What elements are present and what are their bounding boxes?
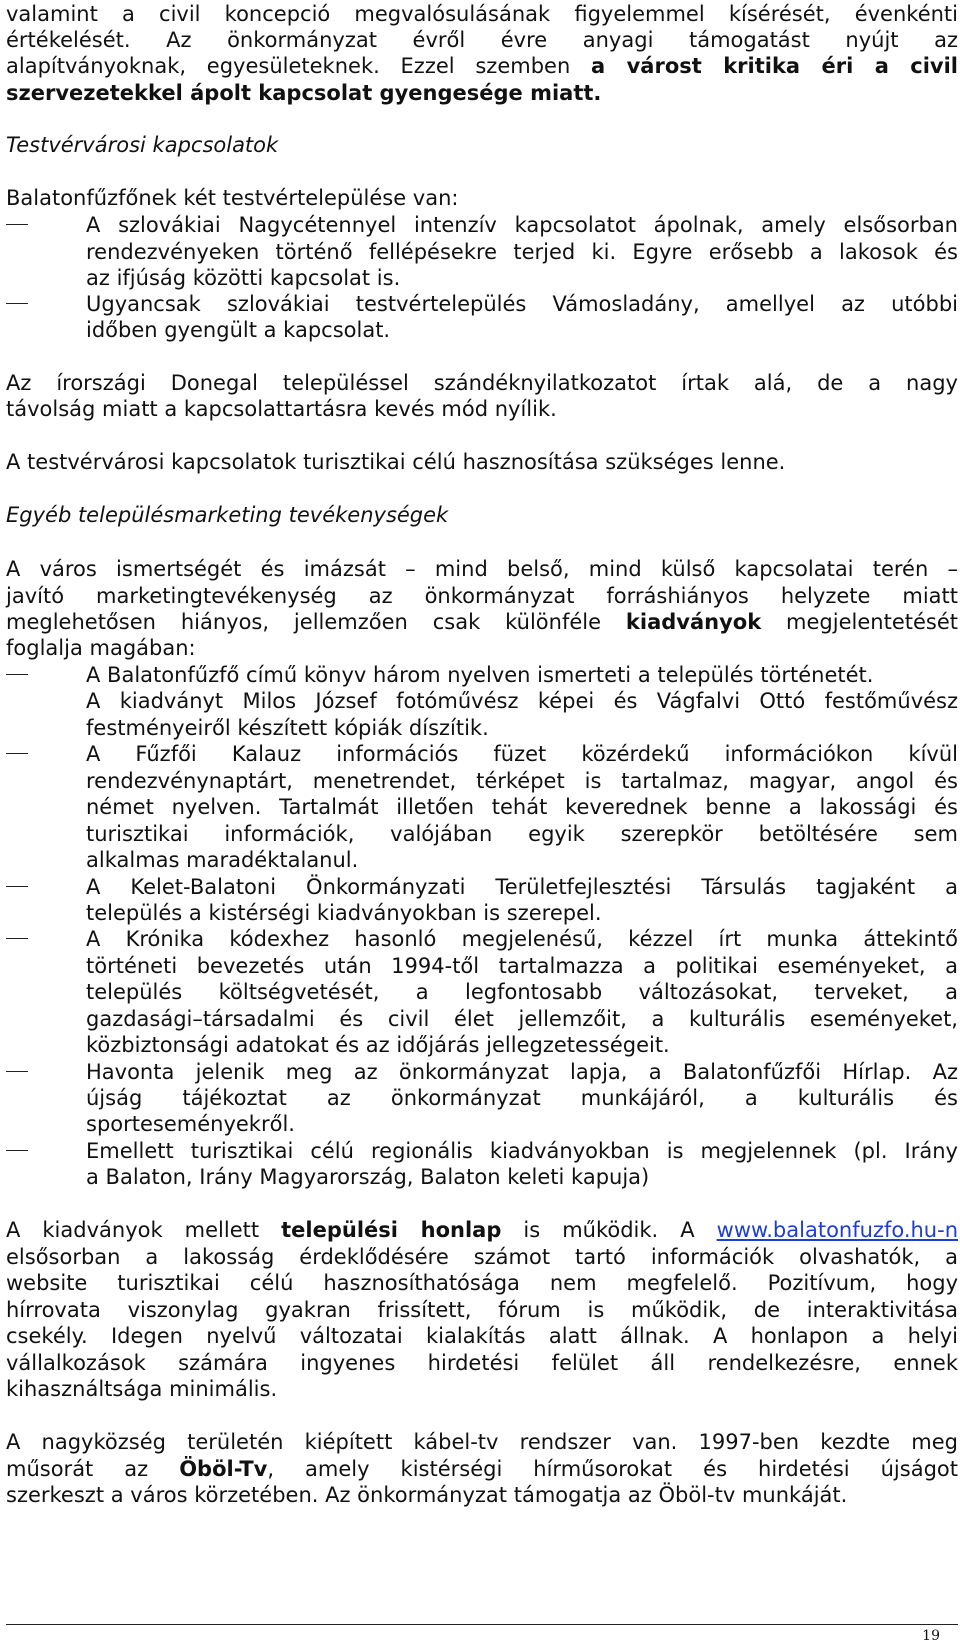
- bullet-line: A Balatonfűzfő című könyv három nyelven ismerteti a település történetét.: [86, 663, 874, 687]
- para-line: A város ismertségét és imázsát – mind belső, mind külső kapcsolatai terén –: [6, 557, 958, 581]
- bold-text: települési honlap: [281, 1218, 502, 1242]
- bullet-line: német nyelven. Tartalmát illetően tehát keverednek benne a lakossági és: [86, 795, 958, 819]
- bullet-line: Ugyancsak szlovákiai testvértelepülés Vámosladány, amellyel az utóbbi: [86, 292, 958, 316]
- bullet-line: A szlovákiai Nagycétennyel intenzív kapcsolatot ápolnak, amely elsősorban: [86, 213, 958, 237]
- bullet-line: újság tájékoztat az önkormányzat munkájáról, a kulturális és: [86, 1086, 958, 1110]
- footer-divider: [6, 1624, 958, 1625]
- para-line: szervezetekkel ápolt kapcsolat gyengesége miatt.: [6, 81, 602, 105]
- text-span: , amely kistérségi hírműsorokat és hirdetési újságot: [267, 1457, 958, 1481]
- bullet-line: időben gyengült a kapcsolat.: [86, 318, 391, 342]
- text-span: alapítványoknak, egyesületeknek. Ezzel szemben: [6, 54, 592, 78]
- para-line: A testvérvárosi kapcsolatok turisztikai célú hasznosítása szükséges lenne.: [6, 450, 786, 474]
- website-link[interactable]: www.balatonfuzfo.hu-n: [716, 1218, 959, 1242]
- bullet-dash-icon: [6, 224, 28, 225]
- para-line: valamint a civil koncepció megvalósulásának figyelemmel kísérését, évenkénti: [6, 2, 958, 26]
- bullet-dash-icon: [6, 1071, 28, 1072]
- bullet-dash-icon: [6, 303, 28, 304]
- bullet-line: történeti bevezetés után 1994-től tartalmazza a politikai eseményeket, a: [86, 954, 958, 978]
- para-line: Az írországi Donegal településsel szándéknyilatkozatot írtak alá, de a nagy: [6, 371, 958, 395]
- bullet-line: festményeiről készített kópiák díszítik.: [86, 716, 489, 740]
- section-heading: Egyéb településmarketing tevékenységek: [6, 503, 449, 527]
- bullet-line: turisztikai információk, valójában egyik szerepkör betöltésére sem: [86, 822, 958, 846]
- para-line: A nagyközség területén kiépített kábel-tv rendszer van. 1997-ben kezdte meg: [6, 1430, 958, 1454]
- bullet-dash-icon: [6, 886, 28, 887]
- bullet-line: település költségvetését, a legfontosabb változásokat, terveket, a: [86, 980, 958, 1004]
- text-span: is működik. A: [501, 1218, 717, 1242]
- para-line: szerkeszt a város körzetében. Az önkormányzat támogatja az Öböl-tv munkáját.: [6, 1483, 848, 1507]
- para-line: foglalja magában:: [6, 636, 196, 660]
- para-line: csekély. Idegen nyelvű változatai kialakítás alatt állnak. A honlapon a helyi: [6, 1324, 958, 1348]
- bullet-line: A kiadványt Milos József fotóművész képei és Vágfalvi Ottó festőművész: [86, 689, 958, 713]
- bold-text: kiadványok: [625, 610, 762, 634]
- section-heading: Testvérvárosi kapcsolatok: [6, 133, 279, 157]
- text-span: megjelentetését: [761, 610, 958, 634]
- para-line: [6, 608, 958, 636]
- bullet-line: település a kistérségi kiadványokban is szerepel.: [86, 901, 602, 925]
- para-line: Balatonfűzfőnek két testvértelepülése van:: [6, 186, 459, 210]
- bullet-dash-icon: [6, 753, 28, 754]
- para-line: kihasználtsága minimális.: [6, 1377, 278, 1401]
- bullet-line: gazdasági–társadalmi és civil élet jellemzőit, a kulturális eseményeket,: [86, 1007, 958, 1031]
- bullet-line: A Krónika kódexhez hasonló megjelenésű, kézzel írt munka áttekintő: [86, 927, 958, 951]
- bullet-line: az ifjúság közötti kapcsolat is.: [86, 266, 401, 290]
- bullet-line: sporteseményekről.: [86, 1112, 295, 1136]
- para-line: [6, 1455, 958, 1483]
- text-span: meglehetősen hiányos, jellemzően csak különféle: [6, 610, 626, 634]
- bullet-line: A Fűzfői Kalauz információs füzet közérdekű információkon kívül: [86, 742, 958, 766]
- bullet-line: közbiztonsági adatokat és az időjárás jellegzetességeit.: [86, 1033, 670, 1057]
- para-line: értékelését. Az önkormányzat évről évre anyagi támogatást nyújt az: [6, 28, 958, 52]
- bullet-line: rendezvénynaptárt, menetrendet, térképet is tartalmaz, magyar, angol és: [86, 769, 958, 793]
- bullet-line: alkalmas maradéktalanul.: [86, 848, 359, 872]
- bullet-dash-icon: [6, 938, 28, 939]
- text-span: műsorát az: [6, 1457, 180, 1481]
- para-line: elsősorban a lakosság érdeklődésére számot tartó információk olvashatók, a: [6, 1245, 958, 1269]
- bold-text: a várost kritika éri a civil: [591, 54, 958, 78]
- para-line: [6, 52, 958, 80]
- page-number: 19: [922, 1628, 940, 1644]
- para-line: vállalkozások számára ingyenes hirdetési felület áll rendelkezésre, ennek: [6, 1351, 958, 1375]
- para-line: website turisztikai célú hasznosíthatósága nem megfelelő. Pozitívum, hogy: [6, 1271, 958, 1295]
- bullet-line: rendezvényeken történő fellépésekre terjed ki. Egyre erősebb a lakosok és: [86, 240, 958, 264]
- para-line: [6, 1216, 958, 1244]
- para-line: hírrovata viszonylag gyakran frissített, fórum is működik, de interaktivitása: [6, 1298, 958, 1322]
- bold-text: Öböl-Tv: [179, 1457, 268, 1481]
- bullet-line: Emellett turisztikai célú regionális kiadványokban is megjelennek (pl. Irány: [86, 1139, 958, 1163]
- para-line: távolság miatt a kapcsolattartásra kevés mód nyílik.: [6, 397, 557, 421]
- bullet-dash-icon: [6, 674, 28, 675]
- text-span: A kiadványok mellett: [6, 1218, 282, 1242]
- para-line: javító marketingtevékenység az önkormányzat forráshiányos helyzete miatt: [6, 584, 958, 608]
- bullet-line: a Balaton, Irány Magyarország, Balaton keleti kapuja): [86, 1165, 650, 1189]
- bullet-line: A Kelet-Balatoni Önkormányzati Területfejlesztési Társulás tagjaként a: [86, 875, 958, 899]
- bullet-line: Havonta jelenik meg az önkormányzat lapja, a Balatonfűzfői Hírlap. Az: [86, 1060, 958, 1084]
- bullet-dash-icon: [6, 1150, 28, 1151]
